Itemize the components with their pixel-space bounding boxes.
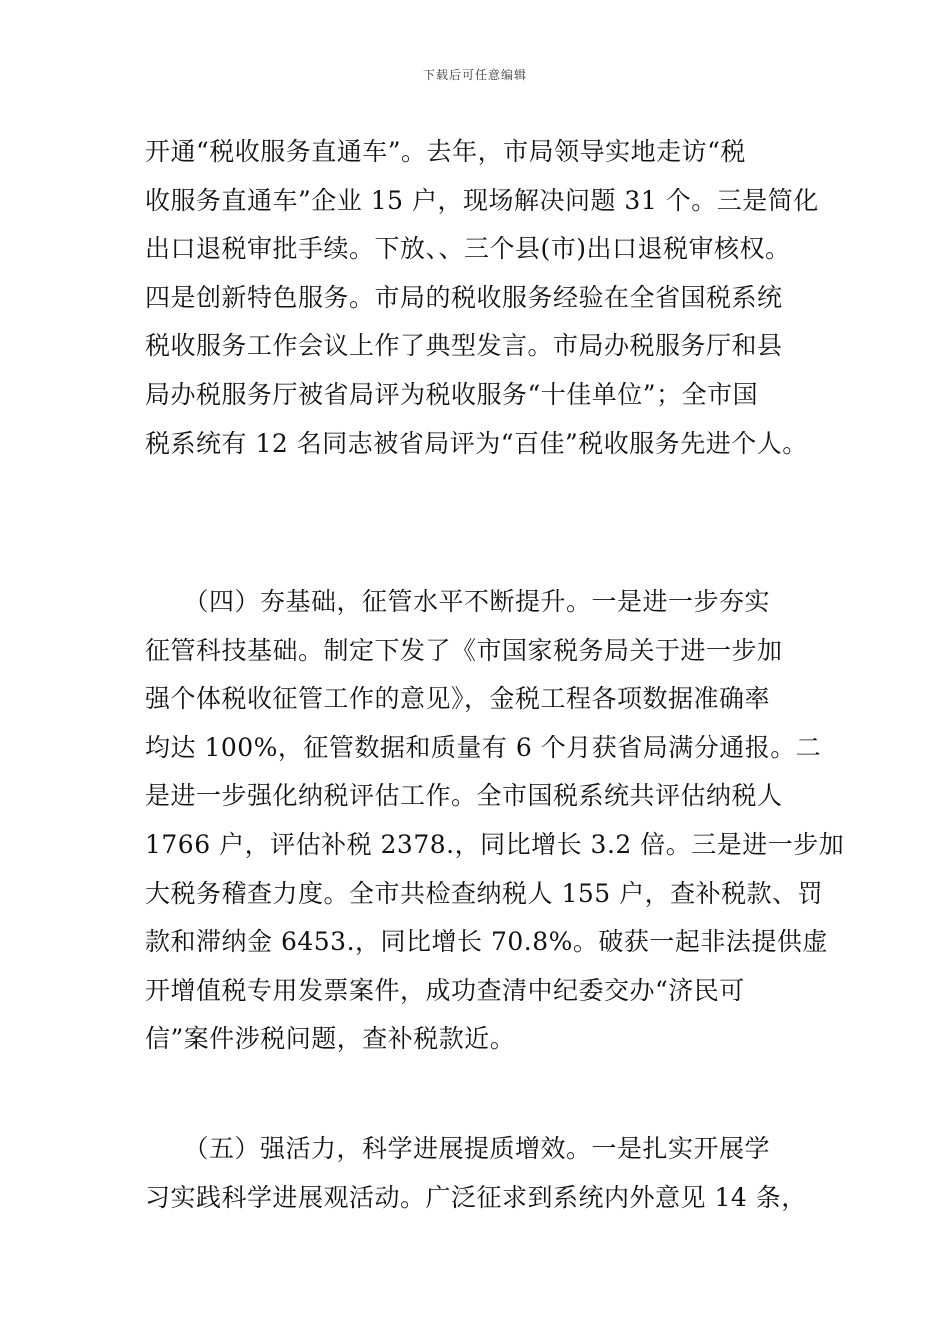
text-line: 信”案件涉税问题，查补税款近。 bbox=[145, 1024, 516, 1054]
page-header: 下载后可任意编辑 bbox=[422, 68, 527, 82]
text-line: 是进一步强化纳税评估工作。全市国税系统共评估纳税人 bbox=[145, 781, 783, 811]
text-line: 四是创新特色服务。市局的税收服务经验在全省国税系统 bbox=[145, 282, 783, 312]
text-line: 开通“税收服务直通车”。去年，市局领导实地走访“税 bbox=[145, 137, 746, 166]
text-line: 税系统有 12 名同志被省局评为“百佳”税收服务先进个人。 bbox=[145, 428, 808, 458]
paragraph-2 bbox=[145, 578, 845, 1064]
text-line: （五）强活力，科学进展提质增效。一是扎实开展学 bbox=[145, 1134, 771, 1163]
text-line: 开增值税专用发票案件，成功查清中纪委交办“济民可 bbox=[145, 975, 745, 1005]
text-line: 出口退税审批手续。下放、、三个县(市)出口退税审核权。 bbox=[145, 234, 791, 264]
text-line: 1766 户，评估补税 2378.，同比增长 3.2 倍。三是进一步加 bbox=[145, 829, 845, 859]
paragraph-1 bbox=[145, 128, 845, 468]
text-line: 税收服务工作会议上作了典型发言。市局办税服务厅和县 bbox=[145, 331, 783, 361]
text-line: （四）夯基础，征管水平不断提升。一是进一步夯实 bbox=[145, 587, 771, 616]
text-line: 强个体税收征管工作的意见》，金税工程各项数据准确率 bbox=[145, 684, 771, 714]
text-line: 收服务直通车”企业 15 户，现场解决问题 31 个。三是简化 bbox=[145, 185, 819, 215]
text-line: 习实践科学进展观活动。广泛征求到系统内外意见 14 条， bbox=[145, 1182, 807, 1212]
text-line: 款和滞纳金 6453.，同比增长 70.8%。破获一起非法提供虚 bbox=[145, 927, 828, 957]
paragraph-3 bbox=[145, 1125, 845, 1222]
text-line: 局办税服务厅被省局评为税收服务“十佳单位”；全市国 bbox=[145, 379, 759, 409]
text-line: 大税务稽查力度。全市共检查纳税人 155 户，查补税款、罚 bbox=[145, 878, 824, 908]
text-line: 均达 100%，征管数据和质量有 6 个月获省局满分通报。二 bbox=[145, 732, 822, 762]
text-line: 征管科技基础。制定下发了《市国家税务局关于进一步加 bbox=[145, 635, 783, 665]
